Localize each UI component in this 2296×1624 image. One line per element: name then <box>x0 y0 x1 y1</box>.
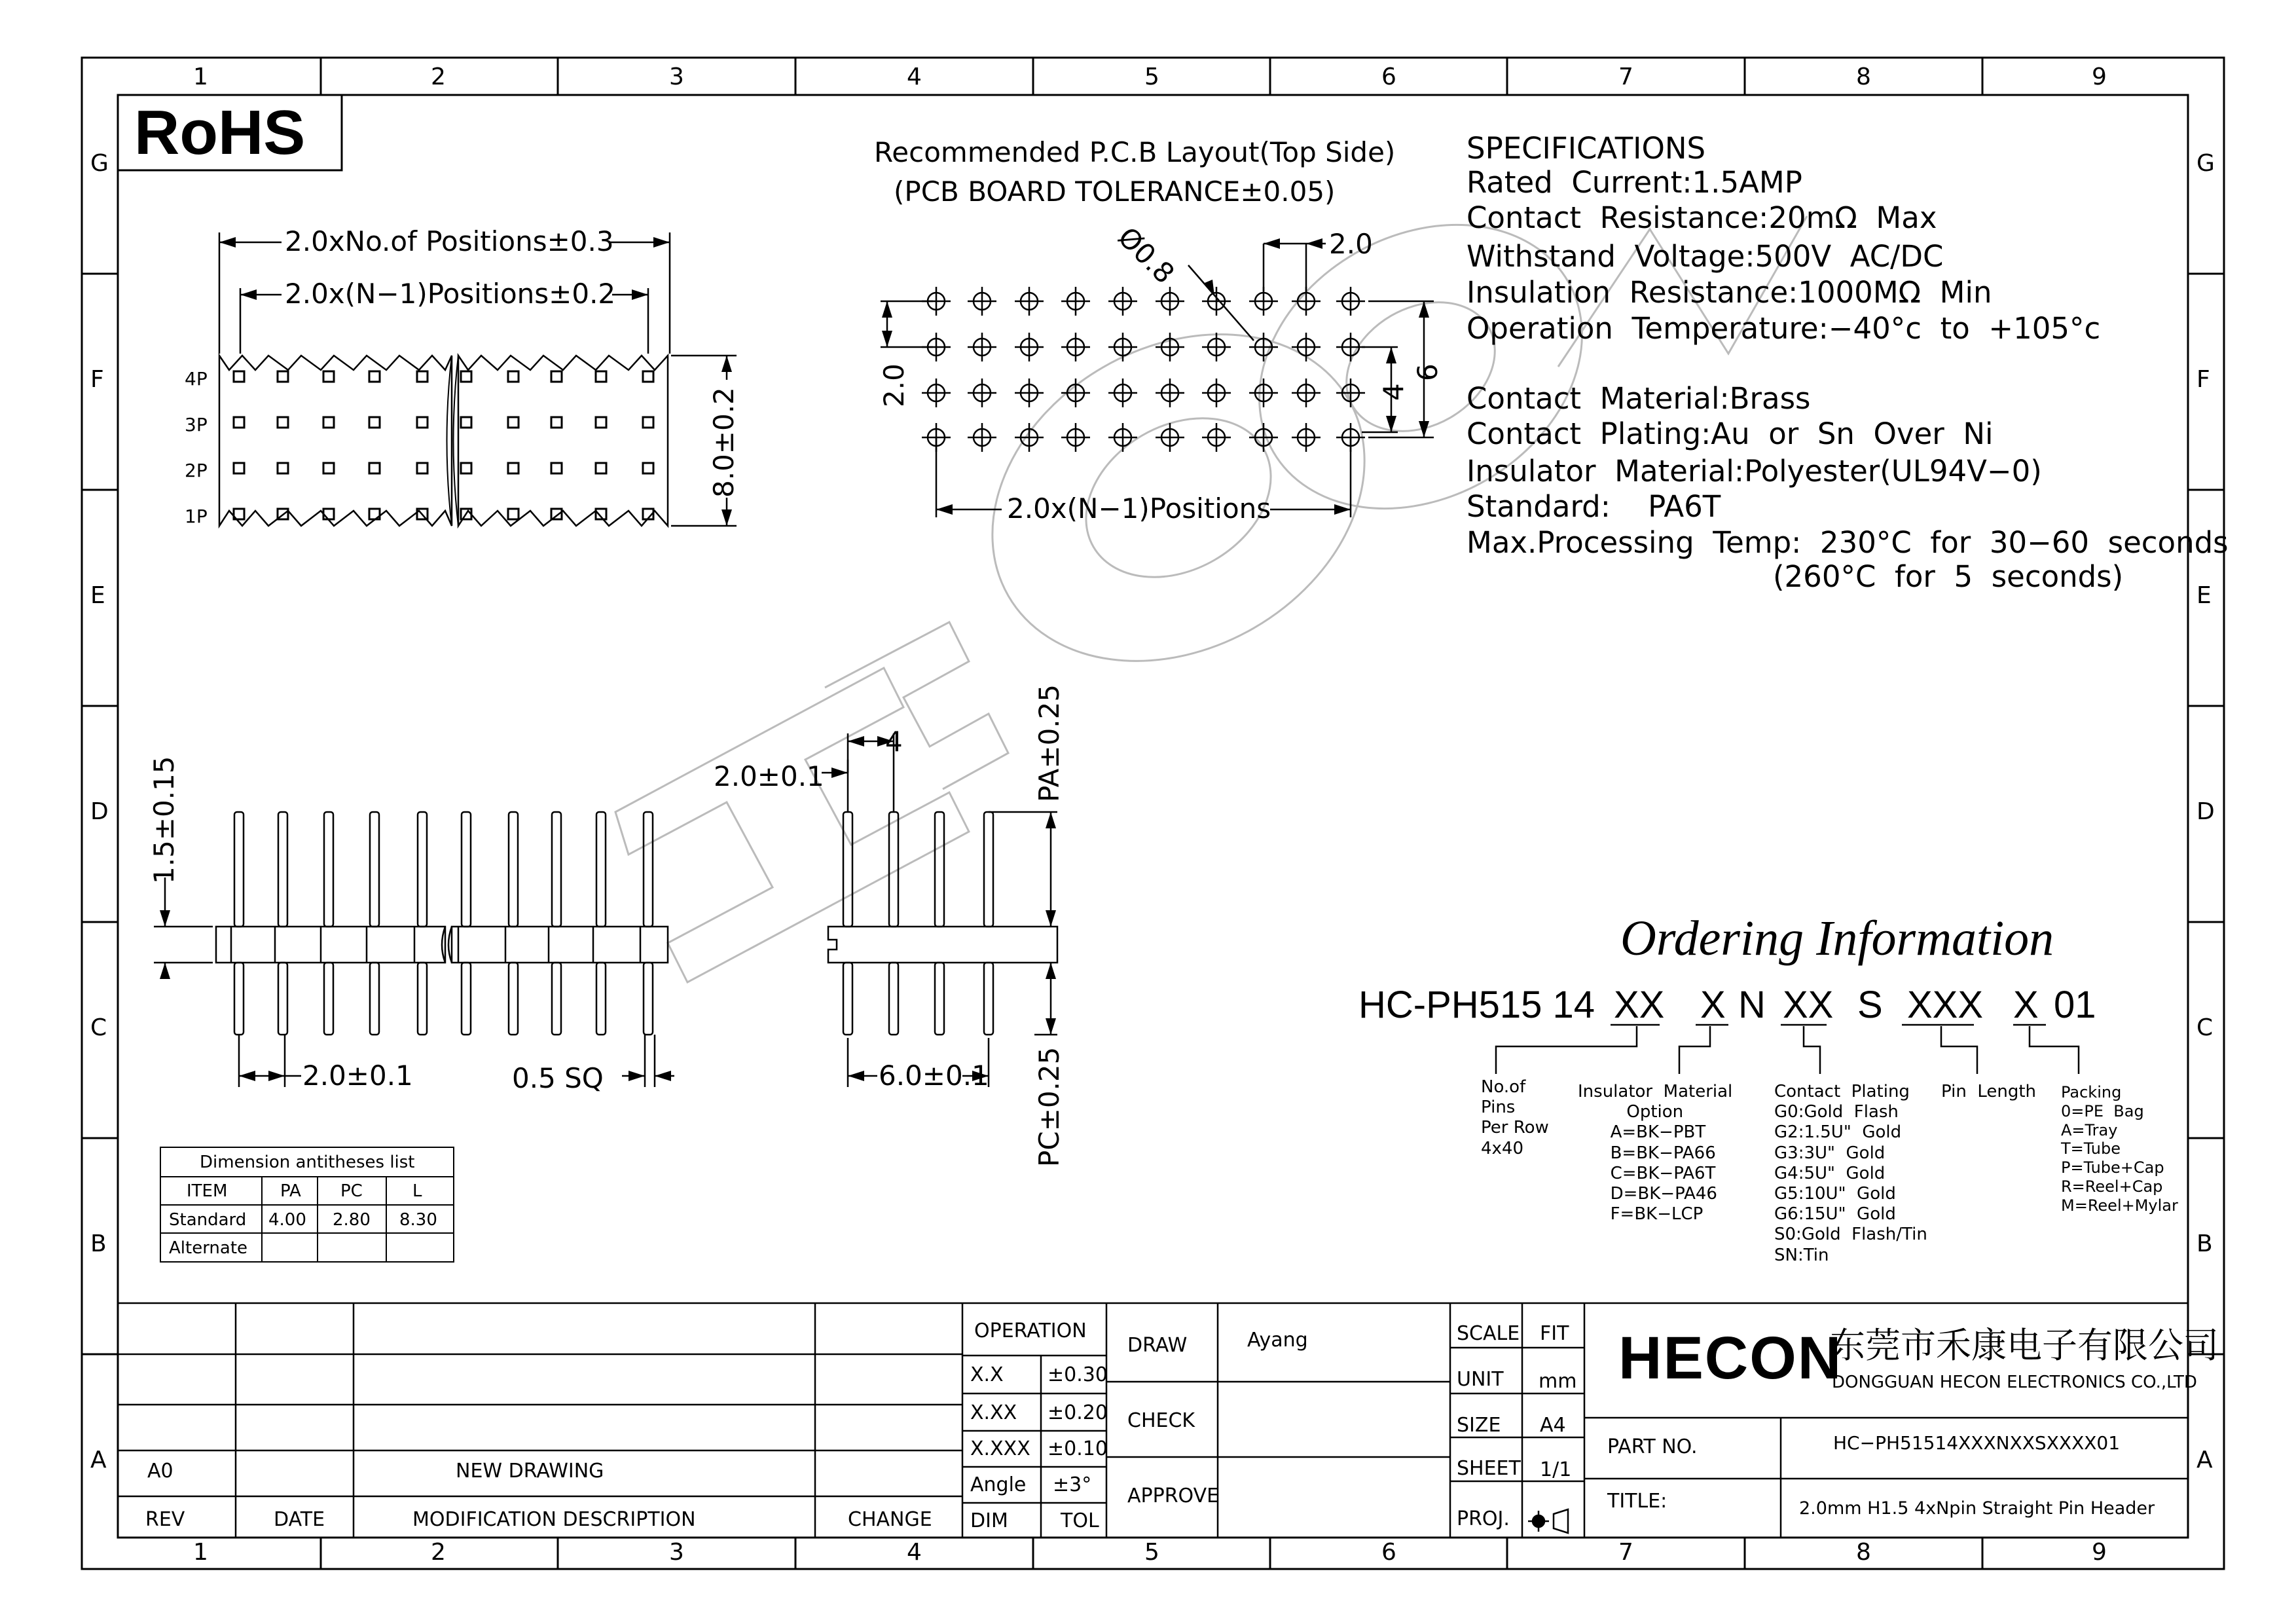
top-view-pin <box>278 463 288 473</box>
change-header: CHANGE <box>848 1508 932 1531</box>
row-label-right-a: A <box>2196 1447 2213 1473</box>
dim-pcb-pitch-x: 2.0 <box>1329 228 1373 260</box>
front-view-pin-bottom <box>418 963 427 1035</box>
top-view-pin <box>643 463 653 473</box>
pcb-hole <box>1015 378 1044 407</box>
ordering-code-pin-length: XXX <box>1907 984 1984 1026</box>
pcb-hole <box>1015 287 1044 316</box>
spec-title: SPECIFICATIONS <box>1467 131 1706 166</box>
dim-table-header-item: ITEM <box>187 1181 228 1201</box>
ordering-plating-options: Contact Plating G0:Gold Flash G2:1.5U" Gold G3:3U" Gold G4:5U" Gold G5:10U" Gold G6:15U" Gold S0:Gold Flash/Tin SN:Tin <box>1774 1082 1927 1265</box>
front-view-pin-bottom <box>278 963 287 1035</box>
col-label-bottom-3: 3 <box>669 1539 684 1566</box>
part-no-value: HC−PH51514XXXNXXSXXXX01 <box>1833 1432 2121 1454</box>
tol-angle-label: Angle <box>970 1473 1027 1496</box>
pcb-hole <box>1156 287 1184 316</box>
top-view-pin <box>643 417 653 428</box>
side-view-pin-bottom <box>935 963 944 1035</box>
top-view-pin <box>508 463 519 473</box>
rohs-mark: RoHS <box>134 98 306 168</box>
ordering-leaders <box>1496 1025 2079 1074</box>
row-label-left-a: A <box>90 1447 107 1473</box>
draw-label: DRAW <box>1127 1334 1188 1357</box>
company-name-cn: 东莞市禾康电子有限公司 <box>1830 1325 2219 1366</box>
dim-table-header-pc: PC <box>340 1181 363 1201</box>
front-view-pin-top <box>552 812 561 927</box>
operation-label: OPERATION <box>974 1320 1087 1342</box>
top-view-pin <box>278 417 288 428</box>
pcb-hole <box>1292 423 1321 452</box>
pcb-hole <box>922 378 951 407</box>
top-view-pin <box>551 417 562 428</box>
modification-value: NEW DRAWING <box>456 1460 604 1483</box>
rev-value: A0 <box>147 1460 173 1483</box>
tol-angle-value: ±3° <box>1053 1473 1092 1496</box>
top-view-pin <box>596 417 606 428</box>
approve-label: APPROVE <box>1127 1485 1220 1507</box>
pcb-hole <box>968 287 996 316</box>
hecon-logo: HECON <box>1618 1325 1843 1392</box>
row-label-left-c: C <box>90 1014 107 1041</box>
row-label-left-d: D <box>90 798 109 825</box>
top-view-pin <box>417 417 428 428</box>
pcb-hole <box>1249 378 1278 407</box>
pcb-layout-title: Recommended P.C.B Layout(Top Side) <box>874 136 1396 168</box>
pcb-hole <box>1108 333 1137 361</box>
scale-value: FIT <box>1540 1322 1569 1345</box>
ordering-code-s: S <box>1857 984 1883 1026</box>
tol-xx-label: X.X <box>970 1363 1004 1386</box>
top-view-pin <box>461 463 471 473</box>
pcb-holes <box>922 287 1365 452</box>
front-view-pin-top <box>644 812 653 927</box>
dim-table-standard: Standard <box>169 1210 247 1230</box>
dim-table-alternate: Alternate <box>169 1238 248 1258</box>
dim-total-length: 2.0xNo.of Positions±0.3 <box>285 225 614 257</box>
front-view-pin-top <box>509 812 518 927</box>
dim-pcb-span: 2.0x(N−1)Positions <box>1007 492 1271 525</box>
dim-pcb-6: 6 <box>1412 363 1444 381</box>
spec-contact-material: Contact Material:Brass <box>1467 381 1811 416</box>
top-view-pin <box>417 371 428 382</box>
top-view-pin <box>461 417 471 428</box>
projection-symbol <box>1528 1509 1568 1533</box>
pcb-hole <box>1202 423 1231 452</box>
ordering-code-n: N <box>1738 984 1766 1026</box>
ordering-code-pins: XX <box>1614 984 1665 1026</box>
spec-contact-resistance: Contact Resistance:20mΩ Max <box>1467 200 1937 235</box>
dim-pitch-span: 2.0x(N−1)Positions±0.2 <box>285 278 616 310</box>
pcb-hole <box>968 333 996 361</box>
spec-operation-temperature: Operation Temperature:−40°c to +105°c <box>1467 311 2101 346</box>
front-view-pin-bottom <box>644 963 653 1035</box>
ordering-code-suffix: 01 <box>2054 984 2096 1026</box>
company-name-en: DONGGUAN HECON ELECTRONICS CO.,LTD <box>1832 1373 2197 1392</box>
tol-label: TOL <box>1061 1509 1099 1532</box>
spec-contact-plating: Contact Plating:Au or Sn Over Ni <box>1467 416 1994 451</box>
dim-front-pitch: 2.0±0.1 <box>302 1060 413 1092</box>
pcb-hole <box>1292 287 1321 316</box>
dim-label: DIM <box>970 1509 1008 1532</box>
row-label-4p: 4P <box>185 368 208 390</box>
ordering-insulator-options: Insulator Material Option A=BK−PBT B=BK−PA66 C=BK−PA6T D=BK−PA46 F=BK−LCP <box>1578 1082 1733 1225</box>
pcb-hole <box>1156 333 1184 361</box>
front-view-pin-top <box>278 812 287 927</box>
ordering-code-packing: X <box>2013 984 2039 1026</box>
top-view-pin <box>369 463 380 473</box>
modification-header: MODIFICATION DESCRIPTION <box>412 1508 696 1531</box>
tol-xx-value: ±0.30 <box>1048 1363 1108 1386</box>
front-view-pin-top <box>324 812 333 927</box>
col-label-top-2: 2 <box>431 64 446 90</box>
dim-pcb-4: 4 <box>1377 383 1410 401</box>
pcb-hole <box>1061 423 1090 452</box>
top-view-pin <box>234 371 244 382</box>
col-label-top-8: 8 <box>1856 64 1871 90</box>
col-label-top-7: 7 <box>1618 64 1633 90</box>
size-value: A4 <box>1540 1414 1566 1437</box>
side-view-pins <box>843 812 993 1035</box>
dim-pa: PA±0.25 <box>1033 684 1065 802</box>
pcb-hole <box>922 423 951 452</box>
row-label-right-e: E <box>2196 582 2212 609</box>
row-label-left-g: G <box>90 150 109 177</box>
spec-standard: Standard: PA6T <box>1467 489 1721 524</box>
top-view-housing <box>219 232 740 526</box>
top-view-pin <box>508 371 519 382</box>
row-label-right-g: G <box>2196 150 2215 177</box>
ordering-code-prefix: HC-PH515 14 <box>1358 984 1595 1026</box>
ordering-pins-note: No.of Pins Per Row 4x40 <box>1481 1077 1549 1158</box>
side-view-pin-top <box>843 812 852 927</box>
front-view-pin-bottom <box>370 963 379 1035</box>
dim-table-standard-l: 8.30 <box>399 1210 437 1230</box>
sheet-value: 1/1 <box>1540 1458 1572 1481</box>
col-label-bottom-7: 7 <box>1618 1539 1633 1566</box>
row-label-1p: 1P <box>185 506 208 527</box>
title-label: TITLE: <box>1607 1490 1667 1513</box>
spec-rated-current: Rated Current:1.5AMP <box>1467 165 1802 200</box>
dim-housing-height: 8.0±0.2 <box>708 387 740 498</box>
front-view-pin-top <box>418 812 427 927</box>
sheet-label: SHEET <box>1457 1457 1521 1480</box>
pcb-hole <box>1156 378 1184 407</box>
spec-processing-temp-alt: (260°C for 5 seconds) <box>1773 559 2124 594</box>
col-label-bottom-8: 8 <box>1856 1539 1871 1566</box>
row-label-right-f: F <box>2196 366 2210 393</box>
row-label-right-d: D <box>2196 798 2215 825</box>
dim-side-pitch: 2.0±0.1 <box>714 760 824 792</box>
proj-label: PROJ. <box>1457 1507 1510 1530</box>
unit-value: mm <box>1539 1370 1577 1393</box>
pcb-hole <box>1061 287 1090 316</box>
row-label-right-b: B <box>2196 1230 2213 1257</box>
dim-table-standard-pa: 4.00 <box>268 1210 306 1230</box>
scale-label: SCALE <box>1457 1322 1520 1345</box>
top-view-pin <box>323 417 334 428</box>
col-label-bottom-6: 6 <box>1381 1539 1396 1566</box>
pcb-hole <box>1015 333 1044 361</box>
col-label-bottom-4: 4 <box>907 1539 922 1566</box>
col-label-top-3: 3 <box>669 64 684 90</box>
side-view-pin-top <box>984 812 993 927</box>
front-view-pin-top <box>462 812 471 927</box>
top-view-pin <box>369 417 380 428</box>
top-view-pin <box>596 463 606 473</box>
top-view-pin <box>234 463 244 473</box>
top-view-pin <box>234 417 244 428</box>
size-label: SIZE <box>1457 1414 1501 1437</box>
top-view-pin <box>323 463 334 473</box>
dim-table-header-l: L <box>412 1181 422 1201</box>
col-label-bottom-5: 5 <box>1144 1539 1159 1566</box>
top-view-pin <box>551 371 562 382</box>
drawing-title: 2.0mm H1.5 4xNpin Straight Pin Header <box>1799 1498 2155 1519</box>
front-view-pin-bottom <box>596 963 606 1035</box>
pcb-hole <box>1292 333 1321 361</box>
side-view-pin-top <box>935 812 944 927</box>
part-no-label: PART NO. <box>1607 1435 1698 1458</box>
dim-side-4: 4 <box>885 726 903 758</box>
pcb-hole <box>1202 333 1231 361</box>
pcb-hole <box>968 423 996 452</box>
spec-processing-temp: Max.Processing Temp: 230°C for 30−60 seconds <box>1467 525 2229 560</box>
pcb-hole <box>1061 378 1090 407</box>
top-view-pin <box>551 463 562 473</box>
row-label-left-b: B <box>90 1230 107 1257</box>
pcb-hole <box>922 287 951 316</box>
ordering-pin-length: Pin Length <box>1941 1082 2037 1101</box>
pcb-hole <box>1202 287 1231 316</box>
rev-header: REV <box>145 1508 185 1531</box>
row-label-left-f: F <box>90 366 104 393</box>
col-label-top-9: 9 <box>2092 64 2107 90</box>
dim-table-title: Dimension antitheses list <box>200 1153 415 1172</box>
pcb-hole <box>1108 378 1137 407</box>
dim-pin-top-length: 1.5±0.15 <box>148 756 180 884</box>
top-view-pins <box>234 371 653 519</box>
pcb-hole <box>1249 287 1278 316</box>
date-header: DATE <box>274 1508 325 1531</box>
col-label-top-6: 6 <box>1381 64 1396 90</box>
top-view-pin <box>278 371 288 382</box>
pcb-hole <box>1292 378 1321 407</box>
ordering-code-insulator: X <box>1700 984 1726 1026</box>
col-label-bottom-2: 2 <box>431 1539 446 1566</box>
front-view-pin-bottom <box>509 963 518 1035</box>
pcb-hole <box>1108 287 1137 316</box>
ordering-code-plating: XX <box>1783 984 1834 1026</box>
top-view-pin <box>508 417 519 428</box>
tol-xxx-label: X.XX <box>970 1401 1017 1424</box>
ordering-title: Ordering Information <box>1620 911 2054 966</box>
unit-label: UNIT <box>1457 1368 1504 1391</box>
drawer-name: Ayang <box>1247 1329 1308 1352</box>
side-view-pin-bottom <box>984 963 993 1035</box>
pcb-hole <box>1249 423 1278 452</box>
col-label-top-4: 4 <box>907 64 922 90</box>
pcb-tolerance-note: (PCB BOARD TOLERANCE±0.05) <box>894 175 1336 208</box>
col-label-bottom-9: 9 <box>2092 1539 2107 1566</box>
check-label: CHECK <box>1127 1409 1195 1432</box>
front-view-pin-bottom <box>234 963 244 1035</box>
front-view-pin-bottom <box>552 963 561 1035</box>
top-view-pin <box>323 371 334 382</box>
dim-side-6: 6.0±0.1 <box>879 1060 989 1092</box>
top-view-pin <box>508 509 519 519</box>
dim-hole-diameter: Ø0.8 <box>1112 221 1181 290</box>
tol-xxxx-value: ±0.10 <box>1048 1437 1108 1460</box>
dim-pcb-pitch-y: 2.0 <box>878 363 910 407</box>
pcb-hole <box>1202 378 1231 407</box>
front-view-arrows <box>160 910 671 1081</box>
dim-table-standard-pc: 2.80 <box>333 1210 371 1230</box>
tol-xxxx-label: X.XXX <box>970 1437 1030 1460</box>
col-label-bottom-1: 1 <box>193 1539 208 1566</box>
pcb-hole <box>1336 333 1365 361</box>
pcb-hole <box>1336 378 1365 407</box>
top-view-pin <box>643 371 653 382</box>
pcb-hole <box>1061 333 1090 361</box>
front-view-pin-top <box>234 812 244 927</box>
spec-insulator-material: Insulator Material:Polyester(UL94V−0) <box>1467 454 2042 489</box>
front-view-pin-bottom <box>324 963 333 1035</box>
front-view-pin-top <box>370 812 379 927</box>
pcb-hole <box>1108 423 1137 452</box>
front-view-pins <box>231 812 653 1035</box>
spec-insulation-resistance: Insulation Resistance:1000MΩ Min <box>1467 275 1992 310</box>
front-view-pin-bottom <box>462 963 471 1035</box>
ordering-packing-options: Packing 0=PE Bag A=Tray T=Tube P=Tube+Cap R=Reel+Cap M=Reel+Mylar <box>2061 1083 2178 1215</box>
pcb-hole <box>922 333 951 361</box>
side-view-pin-bottom <box>889 963 898 1035</box>
side-view-pin-bottom <box>843 963 852 1035</box>
dim-pc: PC±0.25 <box>1033 1046 1065 1167</box>
front-view-pin-top <box>596 812 606 927</box>
row-label-2p: 2P <box>185 460 208 481</box>
top-view-pin <box>417 463 428 473</box>
spec-withstand-voltage: Withstand Voltage:500V AC/DC <box>1467 239 1944 274</box>
top-view-pin <box>461 371 471 382</box>
top-view-pin <box>369 371 380 382</box>
top-view-pin <box>596 371 606 382</box>
top-view-pin <box>323 509 334 519</box>
tol-xxx-value: ±0.20 <box>1048 1401 1108 1424</box>
pcb-hole <box>968 378 996 407</box>
row-label-3p: 3P <box>185 414 208 435</box>
dim-table-header-pa: PA <box>280 1181 301 1201</box>
col-label-top-1: 1 <box>193 64 208 90</box>
row-label-left-e: E <box>90 582 105 609</box>
col-label-top-5: 5 <box>1144 64 1159 90</box>
pcb-hole <box>1336 287 1365 316</box>
row-label-right-c: C <box>2196 1014 2214 1041</box>
dim-pin-square: 0.5 SQ <box>512 1062 604 1094</box>
